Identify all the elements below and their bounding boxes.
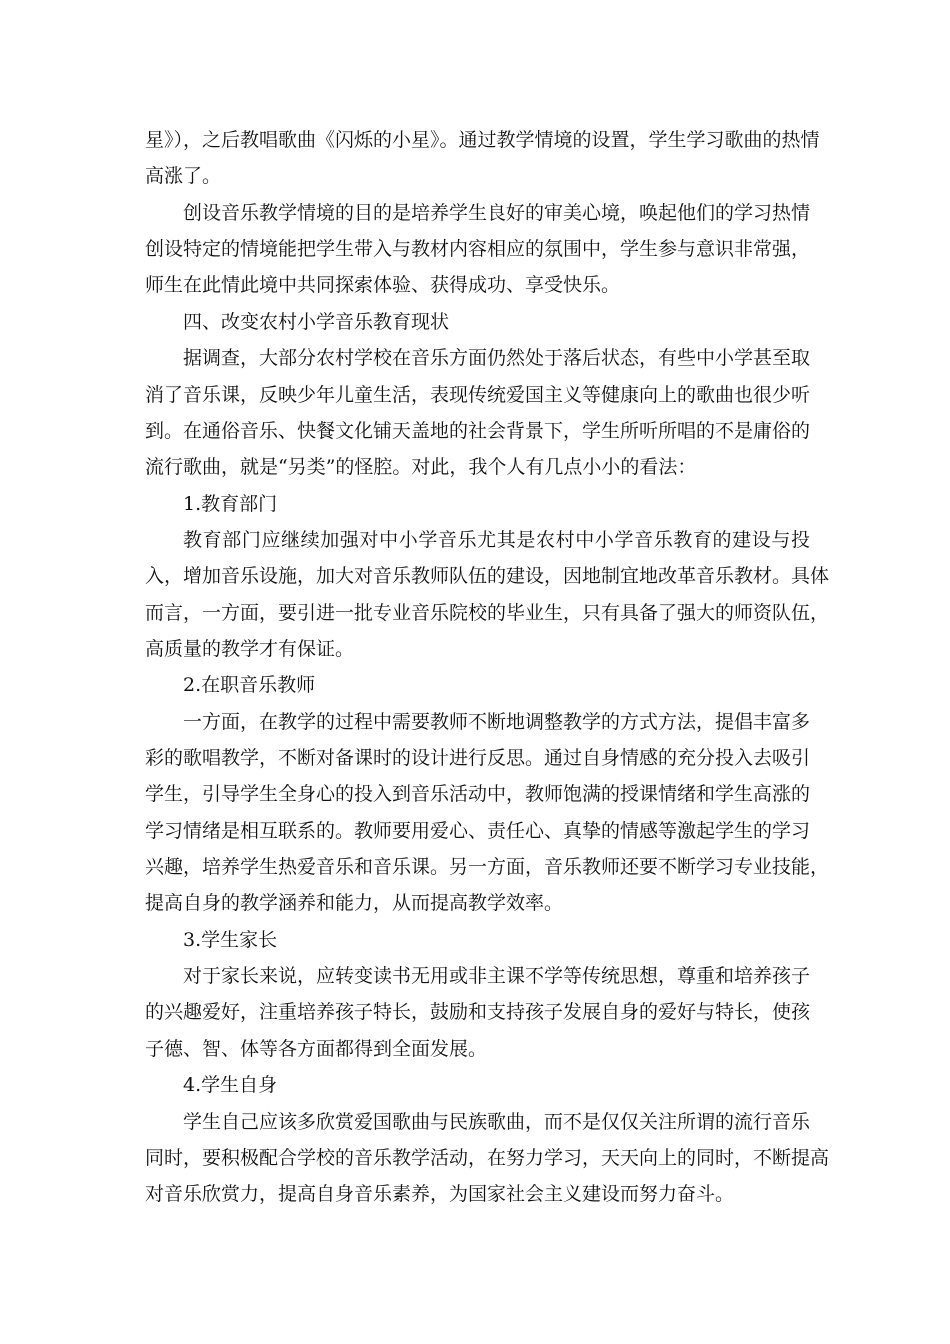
paragraph-first-line: 2.在职音乐教师 [183, 674, 316, 697]
paragraph-line: 同时，要积极配合学校的音乐教学活动，在努力学习，天天向上的同时，不断提高 [145, 1146, 830, 1169]
paragraph-line: 创设特定的情境能把学生带入与教材内容相应的氛围中，学生参与意识非常强， [145, 238, 811, 261]
paragraph-first-line: 据调查，大部分农村学校在音乐方面仍然处于落后状态，有些中小学甚至取 [183, 347, 811, 370]
paragraph-line: 提高自身的教学涵养和能力，从而提高教学效率。 [145, 892, 564, 915]
paragraph-line: 到。在通俗音乐、快餐文化铺天盖地的社会背景下，学生所听所唱的不是庸俗的 [145, 419, 811, 442]
paragraph-line: 的兴趣爱好，注重培养孩子特长，鼓励和支持孩子发展自身的爱好与特长，使孩 [145, 1001, 811, 1024]
paragraph-line: 流行歌曲，就是“另类”的怪腔。对此，我个人有几点小小的看法： [145, 456, 697, 479]
paragraph-line: 师生在此情此境中共同探索体验、获得成功、享受快乐。 [145, 274, 621, 297]
paragraph-first-line: 4.学生自身 [183, 1074, 278, 1097]
paragraph-first-line: 1.教育部门 [183, 492, 278, 515]
paragraph-line: 入，增加音乐设施，加大对音乐教师队伍的建设，因地制宜地改革音乐教材。具体 [145, 565, 830, 588]
paragraph-line: 彩的歌唱教学，不断对备课时的设计进行反思。通过自身情感的充分投入去吸引 [145, 747, 811, 769]
paragraph-line: 对音乐欣赏力，提高自身音乐素养，为国家社会主义建设而努力奋斗。 [145, 1183, 735, 1206]
paragraph-first-line: 教育部门应继续加强对中小学音乐尤其是农村中小学音乐教育的建设与投 [183, 528, 810, 551]
paragraph-line: 学生，引导学生全身心的投入到音乐活动中，教师饱满的授课情绪和学生高涨的 [145, 783, 811, 806]
paragraph-first-line: 一方面，在教学的过程中需要教师不断地调整教学的方式方法，提倡丰富多 [183, 710, 811, 733]
paragraph-line: 学习情绪是相互联系的。教师要用爱心、责任心、真挚的情感等激起学生的学习 [145, 819, 811, 842]
paragraph-first-line: 学生自己应该多欣赏爱国歌曲与民族歌曲，而不是仅仅关注所谓的流行音乐 [183, 1110, 811, 1133]
paragraph-first-line: 3.学生家长 [183, 928, 278, 951]
paragraph-first-line: 对于家长来说，应转变读书无用或非主课不学等传统思想，尊重和培养孩子 [183, 965, 811, 988]
paragraph-line: 高涨了。 [145, 165, 222, 188]
paragraph-line: 高质量的教学才有保证。 [145, 637, 355, 660]
paragraph-first-line: 四、改变农村小学音乐教育现状 [183, 310, 450, 333]
paragraph-first-line: 创设音乐教学情境的目的是培养学生良好的审美心境，唤起他们的学习热情 [183, 201, 811, 224]
paragraph-line: 子德、智、体等各方面都得到全面发展。 [145, 1037, 488, 1060]
paragraph-line: 兴趣，培养学生热爱音乐和音乐课。另一方面，音乐教师还要不断学习专业技能， [145, 856, 830, 878]
paragraph-line: 星》），之后教唱歌曲《闪烁的小星》。通过教学情境的设置，学生学习歌曲的热情 [145, 129, 820, 151]
paragraph-line: 而言，一方面，要引进一批专业音乐院校的毕业生，只有具备了强大的师资队伍， [145, 601, 830, 624]
paragraph-line: 消了音乐课，反映少年儿童生活，表现传统爱国主义等健康向上的歌曲也很少听 [145, 383, 811, 406]
